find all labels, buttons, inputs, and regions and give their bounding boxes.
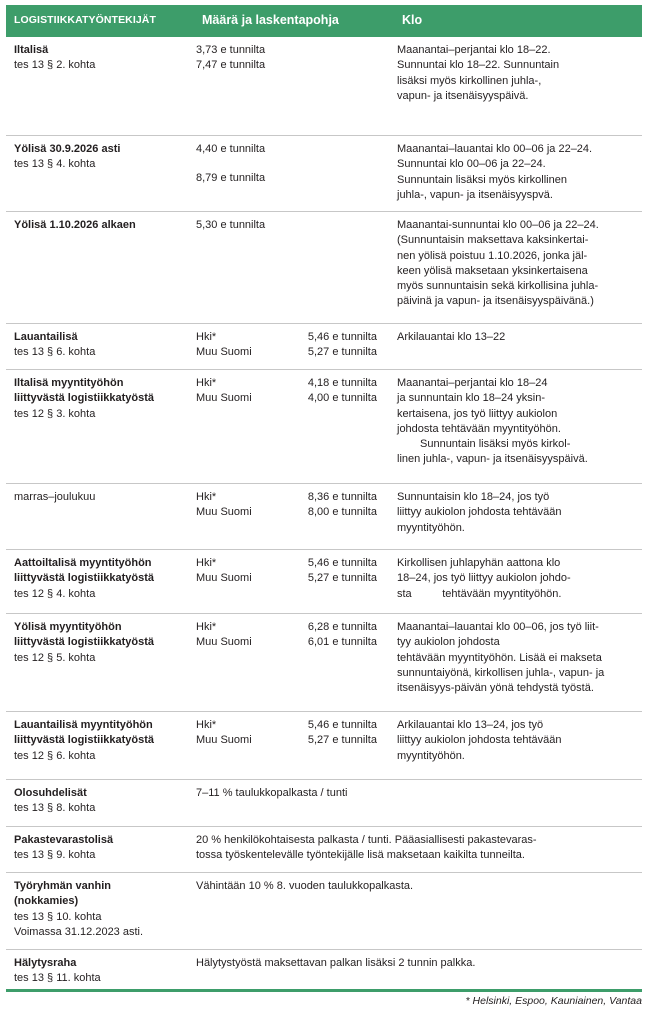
rate-region: Muu Suomi xyxy=(196,636,252,649)
row-clock xyxy=(397,376,637,468)
table-header xyxy=(6,5,642,37)
clock-line: Maanantai–lauantai klo 00–06, jos työ liit- xyxy=(397,621,599,633)
row-clock xyxy=(397,718,637,764)
row-amount xyxy=(196,556,396,587)
row-title: Yölisä 30.9.2026 asti xyxy=(14,143,121,155)
rate-region: Hki* xyxy=(196,719,217,731)
row-title: Iltalisä xyxy=(14,44,49,56)
row-ref: tes 12 § 3. kohta xyxy=(14,407,96,420)
row-ref: tes 13 § 4. kohta xyxy=(14,158,96,171)
row-label xyxy=(14,833,194,864)
rate-amount: 6,28 e tunnilta xyxy=(307,621,377,633)
table-row xyxy=(6,212,642,324)
table-row xyxy=(6,827,642,873)
row-amount xyxy=(196,490,396,521)
row-title: liittyvästä logistiikkatyöstä xyxy=(14,636,154,649)
rate-amount: 8,00 e tunnilta xyxy=(307,506,377,519)
rate-region: Hki* xyxy=(196,621,217,633)
row-amount xyxy=(196,718,396,749)
supplements-table xyxy=(6,37,642,995)
row-clock xyxy=(397,218,637,310)
rate-amount: 4,18 e tunnilta xyxy=(307,377,377,389)
table-row xyxy=(6,712,642,780)
rate-amount: 5,27 e tunnilta xyxy=(307,734,377,747)
rate-region: Muu Suomi xyxy=(196,392,252,405)
clock-line: Arkilauantai klo 13–24, jos työ xyxy=(397,719,544,731)
row-label xyxy=(14,556,194,602)
rate-region: Muu Suomi xyxy=(196,734,252,747)
table-row xyxy=(6,484,642,550)
rate-region: Hki* xyxy=(196,331,217,343)
rate-amount: 5,46 e tunnilta xyxy=(307,557,377,569)
clock-line: sta tehtävään myyntityöhön. xyxy=(397,587,562,600)
clock-line: myyntityöhön. xyxy=(397,521,465,534)
row-amount xyxy=(196,43,396,74)
clock-line: ja sunnuntain klo 18–24 yksin- xyxy=(397,392,545,405)
row-title: Lauantailisä myyntityöhön xyxy=(14,719,153,731)
clock-line: johdosta tehtävään myyntityöhön. xyxy=(397,422,561,435)
row-clock xyxy=(397,620,637,696)
clock-line: 18–24, jos työ liittyy aukiolon johdo- xyxy=(397,572,571,585)
rate-line xyxy=(196,505,396,520)
clock-line: keen yölisä maksetaan yksinkertaisena xyxy=(397,264,588,277)
row-label xyxy=(14,376,194,422)
row-title: Pakastevarastolisä xyxy=(14,834,114,846)
rate-line xyxy=(196,556,396,571)
rate-line xyxy=(196,391,396,406)
rate-line xyxy=(196,376,396,391)
row-label xyxy=(14,620,194,666)
row-ref: tes 13 § 11. kohta xyxy=(14,972,101,985)
amount-line: 5,30 e tunnilta xyxy=(196,219,266,231)
row-label xyxy=(14,43,194,74)
row-ref: tes 13 § 6. kohta xyxy=(14,346,96,359)
clock-line: Maanantai-sunnuntai klo 00–06 ja 22–24. xyxy=(397,219,599,231)
table-row xyxy=(6,780,642,827)
row-title: liittyvästä logistiikkatyöstä xyxy=(14,392,154,405)
description-line: 7–11 % taulukkopalkasta / tunti xyxy=(196,787,348,799)
rate-line xyxy=(196,635,396,650)
row-title: (nokkamies) xyxy=(14,895,79,908)
row-amount xyxy=(196,142,396,187)
row-label xyxy=(14,718,194,764)
rate-amount: 5,46 e tunnilta xyxy=(307,719,377,731)
row-title: Lauantailisä xyxy=(14,331,78,343)
rate-region: Muu Suomi xyxy=(196,506,252,519)
clock-line: Sunnuntain lisäksi myös kirkol- xyxy=(420,438,571,451)
rate-region: Hki* xyxy=(196,491,217,503)
row-period: marras–joulukuu xyxy=(14,491,96,503)
row-clock xyxy=(397,556,637,602)
row-ref: Voimassa 31.12.2023 asti. xyxy=(14,925,144,938)
amount-line: 3,73 e tunnilta xyxy=(196,44,266,56)
table-row xyxy=(6,324,642,370)
row-title: liittyvästä logistiikkatyöstä xyxy=(14,572,154,585)
row-ref: tes 13 § 10. kohta xyxy=(14,910,102,923)
clock-line: Maanantai–perjantai klo 18–24 xyxy=(397,377,548,389)
table-row xyxy=(6,873,642,950)
clock-line: päivinä ja vapun- ja itsenäisyyspäivänä.) xyxy=(397,295,594,308)
clock-line: tehtävään myyntityöhön. Lisää ei makseta xyxy=(397,651,602,664)
description-line: Hälytystyöstä maksettavan palkan lisäksi 2 tunnin palkka. xyxy=(196,957,476,969)
row-ref: tes 13 § 8. kohta xyxy=(14,802,96,815)
amount-line: 7,47 e tunnilta xyxy=(196,59,266,72)
clock-line: Maanantai–perjantai klo 18–22. xyxy=(397,44,551,56)
clock-line: linen juhla-, vapun- ja itsenäisyyspäivä. xyxy=(397,453,588,466)
rate-region: Muu Suomi xyxy=(196,346,252,359)
spacer xyxy=(196,157,396,171)
clock-line: juhla-, vapun- ja itsenäisyyspvä. xyxy=(397,188,553,201)
row-label xyxy=(14,218,194,233)
row-label xyxy=(14,142,194,173)
header-amount: Määrä ja laskentapohja xyxy=(202,13,339,27)
rate-region: Hki* xyxy=(196,377,217,389)
footnote: * Helsinki, Espoo, Kauniainen, Vantaa xyxy=(465,995,642,1007)
row-amount xyxy=(196,620,396,651)
row-title: Yölisä myyntityöhön xyxy=(14,621,122,633)
row-title: liittyvästä logistiikkatyöstä xyxy=(14,734,154,747)
clock-line: Sunnuntain lisäksi myös kirkollinen xyxy=(397,173,567,186)
row-title: Työryhmän vanhin xyxy=(14,880,111,892)
rate-amount: 8,36 e tunnilta xyxy=(307,491,377,503)
table-row xyxy=(6,614,642,712)
rate-amount: 4,00 e tunnilta xyxy=(307,392,377,405)
clock-line: Sunnuntaisin klo 18–24, jos työ xyxy=(397,491,550,503)
row-clock xyxy=(397,142,637,203)
row-clock xyxy=(397,43,637,104)
rate-region: Muu Suomi xyxy=(196,572,252,585)
description-line: Vähintään 10 % 8. vuoden taulukkopalkasta. xyxy=(196,880,414,892)
clock-line: Kirkollisen juhlapyhän aattona klo xyxy=(397,557,561,569)
row-title: Iltalisä myyntityöhön xyxy=(14,377,124,389)
clock-line: Maanantai–lauantai klo 00–06 ja 22–24. xyxy=(397,143,593,155)
clock-line: Sunnuntai klo 18–22. Sunnuntain xyxy=(397,59,560,72)
header-employees: LOGISTIIKKATYÖNTEKIJÄT xyxy=(14,14,157,26)
clock-line: Arkilauantai klo 13–22 xyxy=(397,331,506,343)
row-title: Olosuhdelisät xyxy=(14,787,87,799)
row-label xyxy=(14,879,194,940)
clock-line: lisäksi myös kirkollinen juhla-, xyxy=(397,74,542,87)
row-ref: tes 12 § 6. kohta xyxy=(14,749,96,762)
clock-line: liittyy aukiolon johdosta tehtävään xyxy=(397,734,562,747)
row-label xyxy=(14,956,194,987)
row-description xyxy=(196,833,631,864)
clock-line: tyy aukiolon johdosta xyxy=(397,636,500,649)
rate-line xyxy=(196,620,396,635)
table-row xyxy=(6,37,642,136)
rate-amount: 5,46 e tunnilta xyxy=(307,331,377,343)
table-row xyxy=(6,550,642,614)
clock-line: vapun- ja itsenäisyyspäivä. xyxy=(397,89,529,102)
clock-line: myyntityöhön. xyxy=(397,749,465,762)
rate-amount: 5,27 e tunnilta xyxy=(307,572,377,585)
description-line: tossa työskentelevälle työntekijälle lisä maksetaan kaikilta tunneilta. xyxy=(196,849,525,862)
rate-amount: 5,27 e tunnilta xyxy=(307,346,377,359)
row-ref: tes 13 § 9. kohta xyxy=(14,849,96,862)
table-bottom-rule xyxy=(6,989,642,992)
rate-line xyxy=(196,718,396,733)
clock-line: liittyy aukiolon johdosta tehtävään xyxy=(397,506,562,519)
row-title: Aattoiltalisä myyntityöhön xyxy=(14,557,152,569)
clock-line: myös sunnuntaisin sekä kirkollisina juhla- xyxy=(397,280,599,293)
clock-line: (Sunnuntaisin maksettava kaksinkertai- xyxy=(397,234,589,247)
row-ref: tes 12 § 4. kohta xyxy=(14,587,96,600)
rate-amount: 6,01 e tunnilta xyxy=(307,636,377,649)
row-ref: tes 13 § 2. kohta xyxy=(14,59,96,72)
table-row xyxy=(6,136,642,212)
row-label xyxy=(14,330,194,361)
row-description xyxy=(196,956,631,971)
row-ref: tes 12 § 5. kohta xyxy=(14,651,96,664)
row-description xyxy=(196,879,631,894)
rate-line xyxy=(196,490,396,505)
clock-line: sunnuntaiyönä, kirkollisen juhla-, vapun- ja xyxy=(397,666,605,679)
amount-line: 8,79 e tunnilta xyxy=(196,172,266,185)
description-line: 20 % henkilökohtaisesta palkasta / tunti. Pääasiallisesti pakastevaras- xyxy=(196,834,537,846)
rate-region: Hki* xyxy=(196,557,217,569)
row-amount xyxy=(196,218,396,233)
clock-line: Sunnuntai klo 00–06 ja 22–24. xyxy=(397,158,546,171)
rate-line xyxy=(196,330,396,345)
rate-line xyxy=(196,345,396,360)
row-description xyxy=(196,786,631,801)
row-amount xyxy=(196,376,396,407)
row-clock xyxy=(397,330,637,345)
clock-line: nen yölisä poistuu 1.10.2026, jonka jäl- xyxy=(397,249,588,262)
table-row xyxy=(6,370,642,484)
rate-line xyxy=(196,571,396,586)
row-title: Yölisä 1.10.2026 alkaen xyxy=(14,219,136,231)
amount-line: 4,40 e tunnilta xyxy=(196,143,266,155)
row-clock xyxy=(397,490,637,536)
clock-line: kertaisena, jos työ liittyy aukiolon xyxy=(397,407,558,420)
rate-line xyxy=(196,733,396,748)
row-title: Hälytysraha xyxy=(14,957,77,969)
row-label xyxy=(14,490,194,505)
row-amount xyxy=(196,330,396,361)
row-label xyxy=(14,786,194,817)
clock-line: itsenäisyys-päivän yönä tehdystä työstä. xyxy=(397,682,594,695)
header-clock: Klo xyxy=(402,13,423,27)
